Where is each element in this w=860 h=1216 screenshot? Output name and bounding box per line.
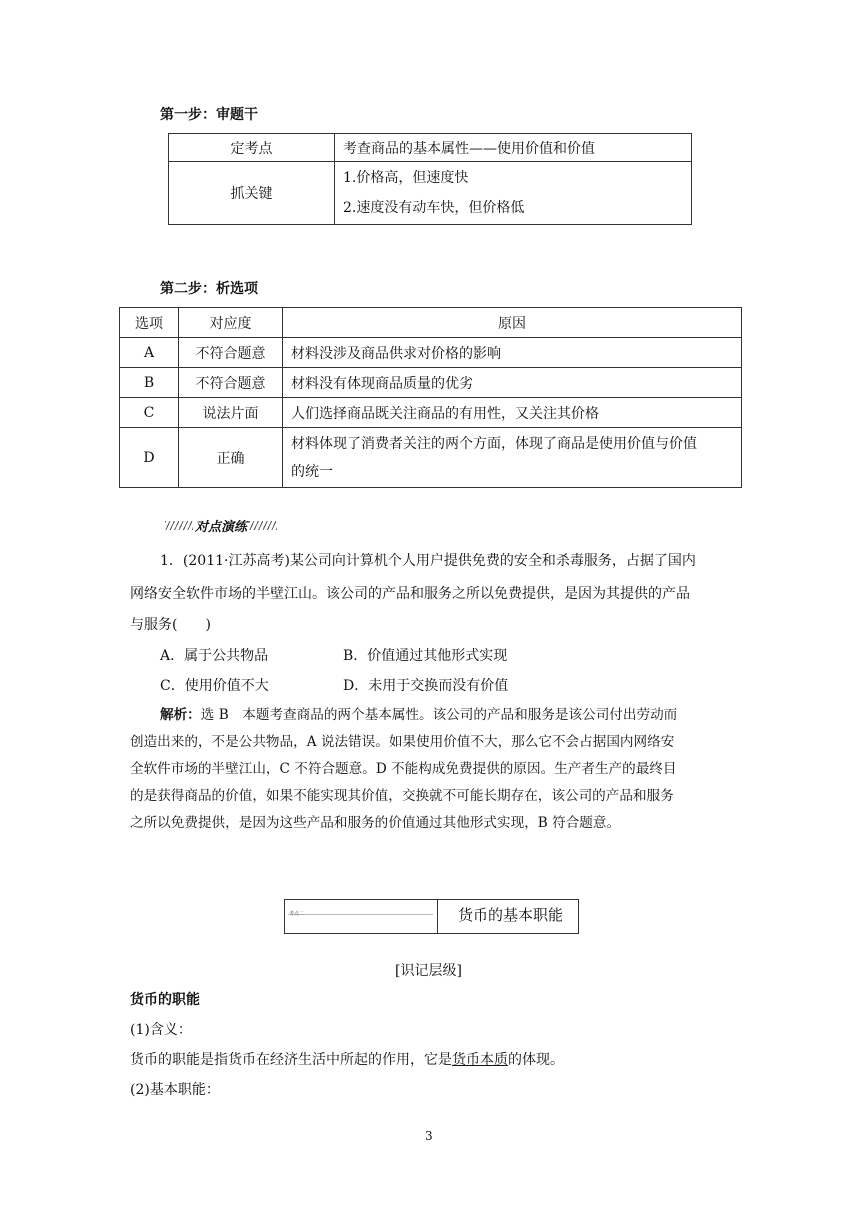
section-title: 货币的基本职能 (458, 906, 564, 924)
step1-label-cell: 抓关键 (169, 162, 335, 225)
step2-heading: 第二步：析选项 (160, 281, 258, 297)
table-row (169, 134, 692, 162)
reason-line: 材料体现了消费者关注的两个方面，体现了商品是使用价值与价值 (291, 435, 697, 452)
page-number: 3 (425, 1129, 433, 1143)
table-row (120, 368, 742, 398)
option-d: D．未用于交换而没有价值 (343, 678, 509, 694)
reason-cell: 材料没涉及商品供求对价格的影响 (283, 338, 742, 368)
option-cell: A (120, 338, 179, 368)
step2-table (119, 307, 742, 488)
item1-label: (1)含义： (130, 1022, 192, 1038)
header-reason: 原因 (283, 308, 742, 338)
fit-cell: 正确 (179, 428, 283, 488)
step1-content-cell: 考查商品的基本属性——使用价值和价值 (335, 134, 692, 162)
practice-title (165, 516, 277, 535)
table-row (120, 428, 742, 488)
analysis-line-5: 之所以免费提供，是因为这些产品和服务的价值通过其他形式实现，B 符合题意。 (130, 815, 621, 831)
level-label: [识记层级] (395, 963, 462, 979)
analysis-line-2: 创造出来的，不是公共物品，A 说法错误。如果使用价值不大，那么它不会占据国内网络安 (130, 734, 675, 750)
table-row (120, 308, 742, 338)
fit-cell: 不符合题意 (179, 368, 283, 398)
analysis-line-3: 全软件市场的半壁江山，C 不符合题意。D 不能构成免费提供的原因。生产者生产的最终目 (130, 761, 677, 777)
header-fit: 对应度 (179, 308, 283, 338)
step1-content-cell (335, 162, 692, 225)
fit-cell: 不符合题意 (179, 338, 283, 368)
item1-text-after: 的体现。 (508, 1052, 564, 1068)
analysis-line-4: 的是获得商品的价值，如果不能实现其价值，交换就不可能长期存在，该公司的产品和服务 (130, 788, 674, 804)
option-a: A．属于公共物品 (160, 648, 269, 664)
reason-cell: 人们选择商品既关注商品的有用性，又关注其价格 (283, 398, 742, 428)
reason-line: 的统一 (291, 463, 333, 480)
table-row (120, 398, 742, 428)
option-cell: B (120, 368, 179, 398)
table-row (169, 162, 692, 225)
reason-cell (283, 428, 742, 488)
option-cell: C (120, 398, 179, 428)
analysis-label: 解析： (160, 707, 201, 723)
reason-cell: 材料没有体现商品质量的优劣 (283, 368, 742, 398)
section-tag: 考点二 (289, 911, 305, 917)
analysis-line-1 (160, 702, 677, 730)
section-heading: 货币的职能 (130, 992, 200, 1008)
decorative-stripes-icon (249, 521, 277, 530)
question-text: 某公司向计算机个人用户提供免费的安全和杀毒服务，占据了国内 (289, 553, 696, 569)
step1-table (168, 133, 692, 225)
practice-title-text: 对点演练 (195, 520, 248, 535)
item1-text-before: 货币的职能是指货币在经济生活中所起的作用，它是 (130, 1052, 452, 1068)
item2-label: (2)基本职能： (130, 1082, 220, 1098)
option-cell: D (120, 428, 179, 488)
section-title-box (284, 899, 579, 934)
question-line-3: 与服务( ) (130, 617, 211, 633)
section-divider (437, 900, 438, 933)
option-b: B．价值通过其他形式实现 (343, 648, 508, 664)
question-line-2: 网络安全软件市场的半壁江山。该公司的产品和服务之所以免费提供，是因为其提供的产品 (130, 586, 690, 602)
step1-label-cell: 定考点 (169, 134, 335, 162)
question-line-1 (160, 550, 740, 570)
decorative-stripes-icon (165, 521, 193, 530)
question-number: 1． (160, 553, 183, 569)
table-row (120, 338, 742, 368)
item1-underlined: 货币本质 (452, 1052, 508, 1068)
step1-line: 2.速度没有动车快，但价格低 (343, 200, 525, 216)
step1-line: 1.价格高，但速度快 (343, 170, 469, 186)
section-tag-rule (288, 914, 433, 915)
fit-cell: 说法片面 (179, 398, 283, 428)
option-c: C．使用价值不大 (160, 678, 269, 694)
question-source: (2011·江苏高考) (182, 553, 290, 569)
step1-heading: 第一步：审题干 (160, 107, 258, 123)
item1-text (130, 1049, 564, 1069)
header-option: 选项 (120, 308, 179, 338)
analysis-text: 选 B 本题考查商品的两个基本属性。该公司的产品和服务是该公司付出劳动而 (200, 707, 678, 723)
